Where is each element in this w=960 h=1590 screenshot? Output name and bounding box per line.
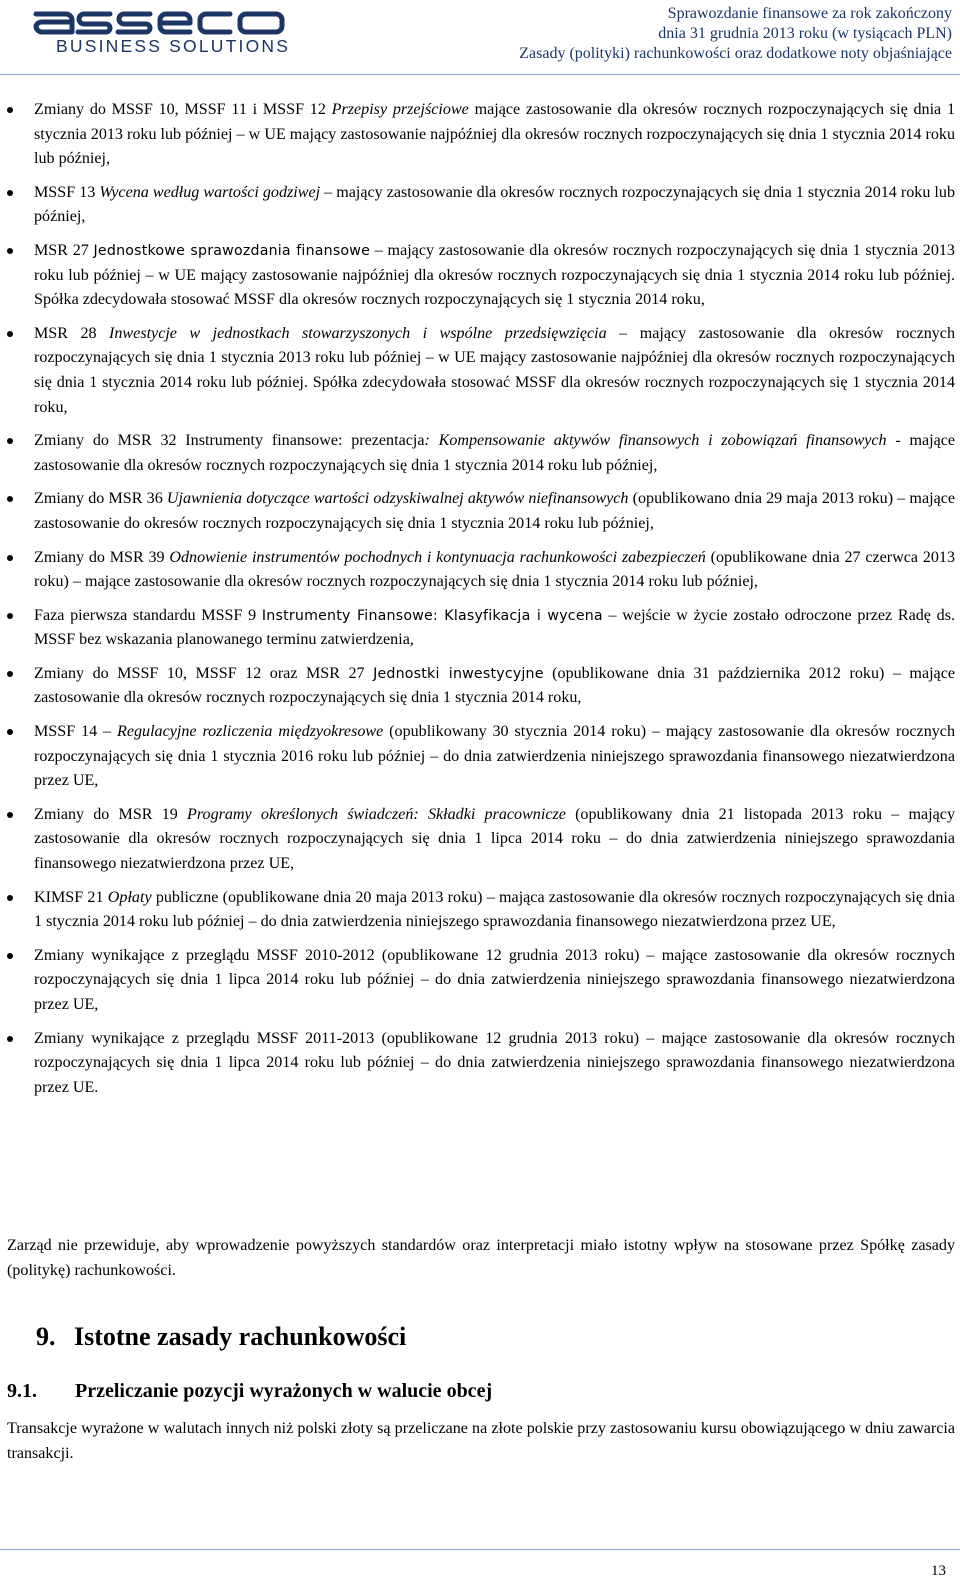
report-title-line-2: dnia 31 grudnia 2013 roku (w tysiącach PLN) <box>658 25 952 42</box>
list-item <box>7 604 955 653</box>
item-text: mające zastosowanie dla okresów rocznych rozpoczynających się dnia 1 stycznia 2013 roku lub później – w UE mający zastosowanie najpóźniej dla okresów rocznych rozpoczynających się dnia 1 stycznia 2014 roku lub później, <box>34 101 956 168</box>
item-text: MSR 28 <box>34 324 110 342</box>
bullet-icon <box>7 248 13 254</box>
item-text: – mający zastosowanie dla okresów rocznych rozpoczynających się dnia 1 stycznia 2013 roku lub później – w UE mający zastosowanie najpóźniej dla okresów rocznych rozpoczynających się dnia 1 stycznia 2014 roku lub później. Spółka zdecydowała stosować MSSF dla okresów rocznych rozpoczynających się 1 stycznia 2014 roku, <box>34 324 955 416</box>
section-heading <box>36 1322 406 1352</box>
item-text: (opublikowane dnia 27 czerwca 2013 roku) – mające zastosowanie dla okresów rocznych rozpoczynających się dnia 1 stycznia 2014 roku lub później, <box>34 548 956 591</box>
list-item <box>7 546 955 595</box>
footer-divider <box>0 1549 960 1550</box>
page-header <box>0 0 960 76</box>
item-italic-title: Programy określonych świadczeń: Składki pracownicze <box>187 805 566 823</box>
bullet-icon <box>7 496 13 502</box>
logo-wordmark <box>32 2 294 36</box>
report-title-line-3: Zasady (polityki) rachunkowości oraz dodatkowe noty objaśniające <box>519 45 952 62</box>
item-text: Faza pierwsza standardu MSSF 9 <box>34 606 262 624</box>
item-text: (opublikowany dnia 21 listopada 2013 roku – mający zastosowanie dla okresów rocznych rozpoczynających się dnia 1 lipca 2014 roku – do dnia zatwierdzenia niniejszego sprawozdania finansowego niezatwierdzona przez UE, <box>34 805 955 873</box>
list-item <box>7 487 955 536</box>
standards-list-container <box>7 98 955 1109</box>
item-text: MSR 27 <box>34 241 94 259</box>
item-text: KIMSF 21 <box>34 888 108 906</box>
list-item <box>7 1027 955 1101</box>
item-text: Zmiany do MSR 19 <box>34 805 188 823</box>
item-text: - mające zastosowanie dla okresów rocznych rozpoczynających się dnia 1 stycznia 2014 roku lub później, <box>34 432 956 474</box>
item-italic-title: Regulacyjne rozliczenia międzyokresowe <box>117 723 384 741</box>
bullet-icon <box>7 729 13 735</box>
bullet-icon <box>7 438 13 444</box>
item-title: Jednostki inwestycyjne <box>373 665 544 682</box>
report-title-line-1: Sprawozdanie finansowe za rok zakończony <box>667 5 952 22</box>
page-number: 13 <box>931 1563 946 1579</box>
bullet-icon <box>7 812 13 818</box>
report-title <box>519 4 952 64</box>
list-item <box>7 803 955 877</box>
bullet-icon <box>7 190 13 196</box>
subsection-heading <box>7 1380 492 1403</box>
item-text: – wejście w życie zostało odroczone przez Radę ds. MSSF bez wskazania planowanego terminu zatwierdzenia, <box>34 606 955 649</box>
bullet-icon <box>7 613 13 619</box>
list-item <box>7 429 955 478</box>
item-italic-title: : Kompensowanie aktywów finansowych i zobowiązań finansowych <box>424 432 887 450</box>
item-text: – mający zastosowanie dla okresów rocznych rozpoczynających się dnia 1 stycznia 2014 roku lub później, <box>34 183 955 226</box>
item-title: Jednostkowe sprawozdania finansowe <box>93 242 371 259</box>
item-text: (opublikowany 30 stycznia 2014 roku) – mający zastosowanie dla okresów rocznych rozpoczynających się dnia 1 stycznia 2016 roku lub później – do dnia zatwierdzenia niniejszego sprawozdania finansowego niezatwierdzona przez UE, <box>34 723 955 790</box>
item-text: Zmiany do MSSF 10, MSSF 12 oraz MSR 27 <box>34 664 374 682</box>
bullet-icon <box>7 331 13 337</box>
item-text: Zmiany do MSSF 10, MSSF 11 i MSSF 12 <box>34 101 332 118</box>
list-item <box>7 720 955 794</box>
item-text: MSSF 13 <box>34 183 100 201</box>
item-italic-title: Przepisy przejściowe <box>331 101 469 118</box>
bullet-icon <box>7 671 13 677</box>
bullet-icon <box>7 953 13 959</box>
bullet-icon <box>7 107 13 113</box>
list-item <box>7 886 955 935</box>
item-italic-title: Wycena według wartości godziwej <box>99 183 321 201</box>
closing-paragraph: Zarząd nie przewiduje, aby wprowadzenie powyższych standardów oraz interpretacji miało istotny wpływ na stosowane przez Spółkę zasady (politykę) rachunkowości. <box>7 1237 955 1279</box>
item-italic-title: Inwestycje w jednostkach stowarzyszonych i wspólne przedsięwzięcia <box>109 324 607 342</box>
item-italic-title: Ujawnienia dotyczące wartości odzyskiwalnej aktywów niefinansowych <box>166 490 629 508</box>
list-item <box>7 662 955 711</box>
list-item <box>7 322 955 420</box>
subsection-number: 9.1. <box>7 1380 37 1402</box>
list-item <box>7 98 955 172</box>
item-text: (opublikowane dnia 31 października 2012 roku) – mające zastosowanie dla okresów rocznych rozpoczynających się dnia 1 stycznia 2014 roku, <box>34 664 955 707</box>
subsection-paragraph: Transakcje wyrażone w walutach innych niż polski złoty są przeliczane na złote polskie przy zastosowaniu kursu obowiązującego w dniu zawarcia transakcji. <box>7 1420 955 1462</box>
item-text: Zmiany do MSR 36 <box>34 490 167 508</box>
list-item <box>7 239 955 313</box>
item-text: (opublikowano dnia 29 maja 2013 roku) – mające zastosowanie do okresów rocznych rozpoczynających się dnia 1 stycznia 2014 roku lub później, <box>34 490 955 532</box>
list-item <box>7 181 955 230</box>
item-italic-title: Odnowienie instrumentów pochodnych i kontynuacja rachunkowości zabezpieczeń <box>169 548 706 566</box>
bullet-icon <box>7 1036 13 1042</box>
item-italic-title: Opłaty <box>107 888 152 906</box>
item-title: Instrumenty Finansowe: Klasyfikacja i wycena <box>261 607 603 624</box>
list-item <box>7 944 955 1018</box>
item-text: publiczne (opublikowane dnia 20 maja 2013 roku) – mająca zastosowanie dla okresów rocznych rozpoczynających się dnia 1 stycznia 2014 roku lub później – do dnia zatwierdzenia niniejszego sprawozdania finansowego niezatwierdzona przez UE, <box>34 888 955 931</box>
item-text: – mający zastosowanie dla okresów rocznych rozpoczynających się dnia 1 stycznia 2013 roku lub później – w UE mający zastosowanie najpóźniej dla okresów rocznych rozpoczynających się dnia 1 stycznia 2014 roku lub później. Spółka zdecydowała stosować MSSF dla okresów rocznych rozpoczynających się 1 stycznia 2014 roku, <box>34 241 955 309</box>
item-text: MSSF 14 – <box>34 723 118 741</box>
item-text: Zmiany do MSR 32 Instrumenty finansowe: prezentacja <box>34 432 425 450</box>
item-text: Zmiany do MSR 39 <box>34 548 170 566</box>
item-text: Zmiany wynikające z przeglądu MSSF 2010-2012 (opublikowane 12 grudnia 2013 roku) – mające zastosowanie dla okresów rocznych rozpoczynających się dnia 1 lipca 2014 roku lub później – do dnia zatwierdzenia niniejszego sprawozdania finansowego niezatwierdzona przez UE, <box>34 946 955 1013</box>
company-logo <box>32 2 302 58</box>
item-text: Zmiany wynikające z przeglądu MSSF 2011-2013 (opublikowane 12 grudnia 2013 roku) – mające zastosowanie dla okresów rocznych rozpoczynających się dnia 1 lipca 2014 roku lub później – do dnia zatwierdzenia niniejszego sprawozdania finansowego niezatwierdzona przez UE. <box>34 1029 955 1096</box>
header-divider <box>0 74 960 75</box>
standards-list <box>7 98 955 1100</box>
logo-subtitle: BUSINESS SOLUTIONS <box>56 36 291 56</box>
bullet-icon <box>7 895 13 901</box>
subsection-title: Przeliczanie pozycji wyrażonych w walucie obcej <box>75 1380 493 1402</box>
section-title: Istotne zasady rachunkowości <box>74 1322 407 1351</box>
bullet-icon <box>7 555 13 561</box>
section-number: 9. <box>36 1322 56 1351</box>
